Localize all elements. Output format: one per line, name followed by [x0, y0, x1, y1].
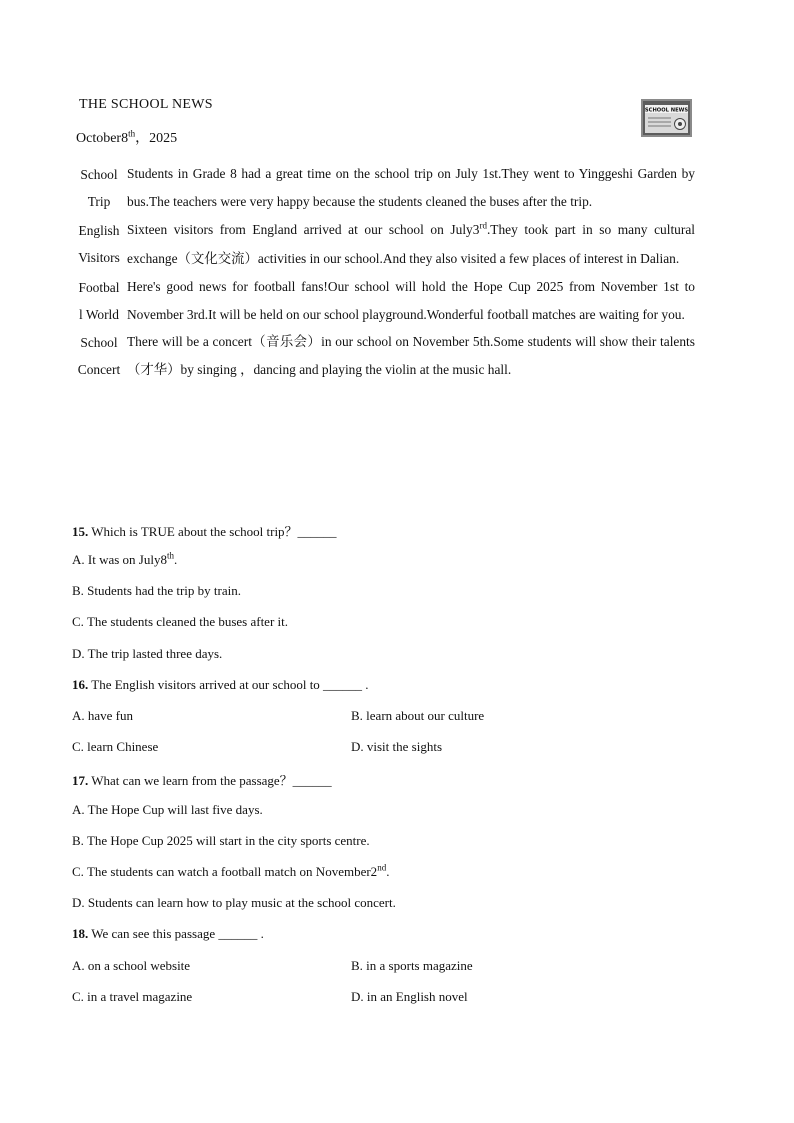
question-15-option-a[interactable]: A. It was on July8th.	[72, 550, 178, 567]
question-16-option-c[interactable]: C. learn Chinese	[72, 739, 159, 754]
question-18-option-a[interactable]: A. on a school website	[72, 958, 191, 973]
newspaper-title: THE SCHOOL NEWS	[79, 97, 213, 112]
question-16-option-a[interactable]: A. have fun	[72, 708, 134, 723]
news-heading-school-concert: School Concert	[77, 335, 121, 377]
news-heading-english-visitors: English Visitors	[78, 223, 120, 265]
question-15-option-b[interactable]: B. Students had the trip by train.	[72, 583, 241, 598]
school-news-logo	[641, 99, 692, 137]
news-heading-football-world: Footbal l World	[78, 279, 120, 322]
logo-text: SCHOOL NEWS	[644, 107, 689, 114]
question-15-option-d[interactable]: D. The trip lasted three days.	[72, 646, 223, 661]
question-17-option-b[interactable]: B. The Hope Cup 2025 will start in the city sports centre.	[72, 833, 370, 848]
question-17-stem: 17. What can we learn from the passage？______	[72, 773, 332, 788]
question-16-option-b[interactable]: B. learn about our culture	[351, 708, 485, 723]
news-row-school-trip	[73, 160, 695, 215]
question-17-option-a[interactable]: A. The Hope Cup will last five days.	[72, 802, 263, 817]
question-15-stem: 15. Which is TRUE about the school trip？______	[72, 524, 337, 539]
question-16-stem: 16. The English visitors arrived at our school to ______ .	[72, 677, 369, 692]
question-18-option-c[interactable]: C. in a travel magazine	[72, 989, 193, 1004]
news-text-english-visitors: Sixteen visitors from England arrived at our school on July3rd.They took part in so many cultural exchange（文化交流）activities in our school.And they also visited a few places of interest in Dalian.	[127, 220, 696, 266]
news-text-football-world: Here's good news for football fans!Our school will hold the Hope Cup 2025 from November 1st to November 3rd.It will be held on our school playground.Wonderful football matches are waiting for you.	[127, 279, 695, 322]
news-text-school-trip: Students in Grade 8 had a great time on the school trip on July 1st.They went to Yinggeshi Garden by bus.The teachers were very happy because the students cleaned the buses after the trip.	[127, 166, 695, 209]
question-16-option-d[interactable]: D. visit the sights	[351, 739, 443, 754]
question-17-option-c[interactable]: C. The students can watch a football match on November2nd.	[72, 862, 390, 879]
news-row-school-concert	[73, 328, 695, 384]
question-18-option-b[interactable]: B. in a sports magazine	[351, 958, 473, 973]
question-15-option-c[interactable]: C. The students cleaned the buses after it.	[72, 614, 289, 629]
question-18-option-d[interactable]: D. in an English novel	[351, 989, 468, 1004]
news-text-school-concert: There will be a concert（音乐会）in our school on November 5th.Some students will show their talents（才华）by singing ，dancing and playing the violin at the music hall.	[127, 334, 695, 377]
question-17-option-d[interactable]: D. Students can learn how to play music at the school concert.	[72, 895, 396, 910]
news-row-english-visitors	[73, 215, 695, 273]
question-18-stem: 18. We can see this passage ______ .	[72, 926, 264, 941]
news-table	[73, 160, 695, 384]
issue-date: October8th，2025	[76, 128, 178, 146]
news-row-football-world	[73, 273, 695, 328]
news-heading-school-trip: School Trip	[80, 166, 118, 209]
